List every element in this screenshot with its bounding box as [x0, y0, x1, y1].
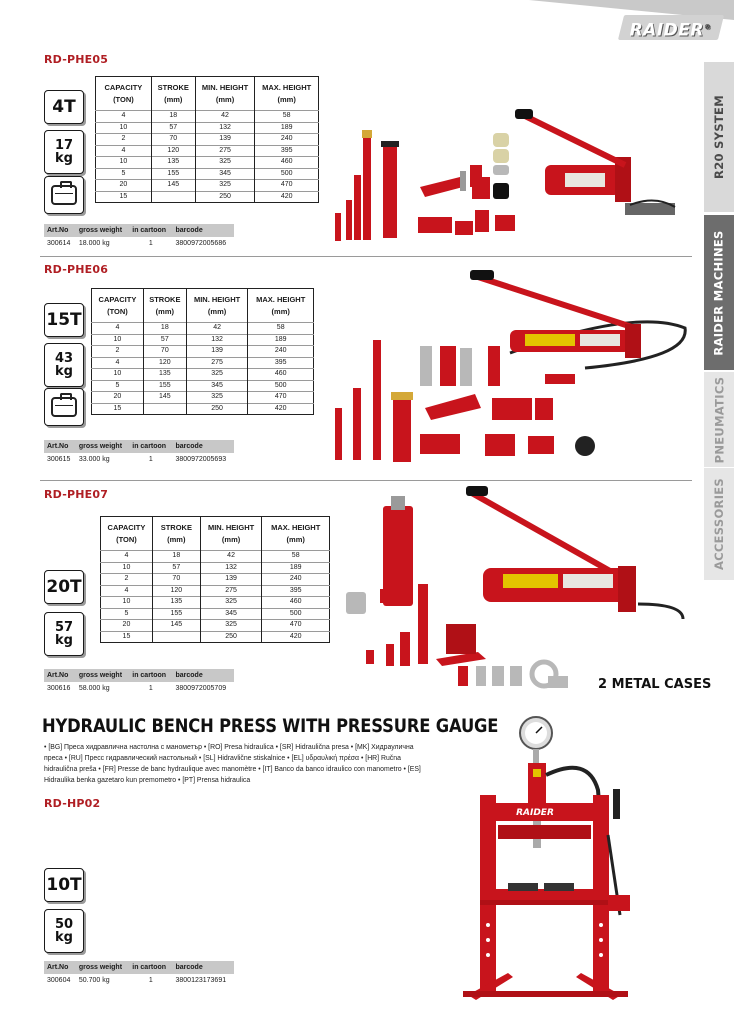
article-table: [44, 669, 234, 694]
spec-cell: [152, 631, 200, 643]
art-no-header: Art.No: [44, 224, 76, 237]
spec-cell: 460: [262, 597, 330, 609]
art-no: 300614: [47, 239, 71, 247]
spec-cell: 420: [248, 403, 314, 415]
spec-row: [101, 631, 330, 643]
in-cartoon-header: in cartoon: [129, 440, 172, 453]
article-row: [44, 974, 234, 986]
capacity-badge: 4T: [44, 90, 84, 124]
in-cartoon: 1: [148, 455, 153, 463]
spec-cell: 460: [248, 369, 314, 381]
spec-cell: 189: [262, 562, 330, 574]
gross-weight: 33.000 kg: [78, 455, 110, 463]
art-no-header: Art.No: [44, 669, 76, 682]
spec-row: [92, 392, 314, 404]
article-row: [44, 237, 234, 249]
col-min-height: MIN. HEIGHT (mm): [195, 77, 255, 111]
spec-table: [91, 288, 314, 415]
spec-cell: 4: [92, 323, 144, 335]
in-cartoon: 1: [148, 976, 153, 984]
spec-cell: 2: [96, 134, 152, 146]
spec-cell: 500: [262, 608, 330, 620]
spec-cell: 20: [101, 620, 153, 632]
spec-cell: 42: [186, 323, 248, 335]
weight-value: 43: [54, 351, 74, 366]
spec-row: [101, 574, 330, 586]
spec-cell: 70: [143, 346, 186, 358]
spec-row: [101, 585, 330, 597]
press-translations: • [BG] Преса хидравлична настолна с манометър • [RO] Presa hidraulica • [SR] Hidraulična presa • [MK] Хидраулична преса • [RU] Пресс гидравлический настольный • [SL] Hidravlične stiskalnice • [EL] υδραυλική πρέσα • [HR] Ručna hidraulična preša • [FR] Presse de banc hydraulique avec manomètre • [IT] Banco da banco idraulico con manometro • [ES] Hidraulika benka gazetaro kun premometro • [PT] Prensa hidraulica: [44, 744, 421, 784]
spec-row: [96, 145, 319, 157]
spec-row: [96, 157, 319, 169]
sidebar-tab-label: PNEUMATICS: [712, 376, 727, 463]
weight-value: 57: [54, 620, 74, 635]
spec-cell: 135: [143, 369, 186, 381]
spec-cell: 58: [248, 323, 314, 335]
spec-cell: 325: [186, 369, 248, 381]
art-no-header: Art.No: [44, 961, 76, 974]
spec-row: [96, 191, 319, 203]
spec-cell: 275: [195, 145, 255, 157]
spec-row: [96, 180, 319, 192]
spec-table: [95, 76, 319, 203]
spec-cell: 15: [96, 191, 152, 203]
spec-cell: 120: [143, 357, 186, 369]
art-no: 300616: [47, 684, 71, 692]
spec-cell: 20: [92, 392, 144, 404]
spec-cell: 325: [195, 157, 255, 169]
spec-table-header: [92, 289, 314, 323]
weight-badge: [44, 909, 84, 953]
spec-cell: 139: [200, 574, 262, 586]
spec-cell: 240: [248, 346, 314, 358]
col-min-height: MIN. HEIGHT (mm): [200, 517, 262, 551]
spec-cell: 325: [200, 620, 262, 632]
spec-row: [92, 346, 314, 358]
weight-badge: [44, 612, 84, 656]
gross-weight-header: gross weight: [76, 440, 129, 453]
spec-cell: 42: [195, 111, 255, 123]
col-stroke: STROKE (mm): [151, 77, 195, 111]
spec-cell: 155: [143, 380, 186, 392]
barcode-header: barcode: [173, 224, 235, 237]
gross-weight-header: gross weight: [76, 224, 129, 237]
spec-cell: [151, 191, 195, 203]
weight-unit: kg: [55, 633, 73, 648]
spec-cell: 460: [255, 157, 319, 169]
spec-row: [101, 608, 330, 620]
gross-weight-header: gross weight: [76, 961, 129, 974]
spec-row: [101, 620, 330, 632]
spec-cell: 155: [151, 168, 195, 180]
article-table: [44, 440, 234, 465]
spec-row: [92, 323, 314, 335]
spec-cell: 10: [92, 369, 144, 381]
spec-cell: 500: [248, 380, 314, 392]
press-title: HYDRAULIC BENCH PRESS WITH PRESSURE GAUGE: [42, 715, 499, 737]
in-cartoon-header: in cartoon: [129, 961, 172, 974]
spec-row: [96, 168, 319, 180]
art-no: 300604: [47, 976, 71, 984]
article-header-row: [44, 961, 234, 974]
spec-cell: 20: [96, 180, 152, 192]
spec-cell: 10: [101, 562, 153, 574]
weight-unit: kg: [55, 151, 73, 166]
sidebar-tab-label: RAIDER MACHINES: [712, 229, 726, 356]
press-brand-plate: RAIDER: [508, 806, 562, 820]
article-row: [44, 682, 234, 694]
col-capacity: CAPACITY (TON): [98, 294, 137, 316]
sidebar-tab-label: ACCESSORIES: [712, 477, 727, 571]
spec-cell: 2: [92, 346, 144, 358]
spec-cell: 395: [255, 145, 319, 157]
spec-cell: 325: [186, 392, 248, 404]
in-cartoon: 1: [148, 684, 153, 692]
model-title: RD-PHE07: [44, 488, 109, 501]
spec-cell: 132: [186, 334, 248, 346]
spec-cell: 139: [186, 346, 248, 358]
spec-row: [96, 111, 319, 123]
brand-logo: RAIDER®: [618, 15, 724, 40]
spec-cell: 145: [151, 180, 195, 192]
section-divider: [40, 256, 692, 257]
spec-table: [100, 516, 330, 643]
spec-cell: 120: [152, 585, 200, 597]
spec-cell: 4: [92, 357, 144, 369]
weight-unit: kg: [55, 364, 73, 379]
product-kit-image: [325, 105, 695, 250]
spec-table-header: [101, 517, 330, 551]
spec-cell: 240: [262, 574, 330, 586]
barcode: 3800123173691: [175, 976, 227, 984]
carry-case-icon: [51, 185, 77, 205]
sidebar-tab-r20-system[interactable]: [704, 62, 734, 212]
spec-cell: [143, 403, 186, 415]
col-max-height: MAX. HEIGHT (mm): [248, 289, 314, 323]
spec-row: [92, 369, 314, 381]
spec-cell: 57: [151, 122, 195, 134]
spec-cell: 4: [101, 585, 153, 597]
spec-cell: 250: [195, 191, 255, 203]
col-stroke: STROKE (mm): [143, 289, 186, 323]
article-row: [44, 453, 234, 465]
gross-weight-header: gross weight: [76, 669, 129, 682]
spec-cell: 18: [152, 551, 200, 563]
spec-cell: 325: [195, 180, 255, 192]
spec-row: [96, 122, 319, 134]
art-no-header: Art.No: [44, 440, 76, 453]
spec-row: [101, 551, 330, 563]
capacity-badge: 10T: [44, 868, 84, 902]
spec-cell: 240: [255, 134, 319, 146]
article-header-row: [44, 440, 234, 453]
barcode: 3800972005709: [175, 684, 227, 692]
spec-cell: 135: [152, 597, 200, 609]
spec-cell: 155: [152, 608, 200, 620]
article-header-row: [44, 669, 234, 682]
spec-table-body: [101, 551, 330, 643]
col-stroke: STROKE (mm): [152, 517, 200, 551]
carry-case-icon: [51, 397, 77, 417]
spec-cell: 10: [96, 122, 152, 134]
spec-cell: 275: [200, 585, 262, 597]
spec-row: [92, 334, 314, 346]
spec-row: [96, 134, 319, 146]
col-max-height: MAX. HEIGHT (mm): [262, 517, 330, 551]
spec-cell: 145: [143, 392, 186, 404]
spec-cell: 15: [92, 403, 144, 415]
art-no: 300615: [47, 455, 71, 463]
gross-weight: 18.000 kg: [78, 239, 110, 247]
spec-cell: 345: [195, 168, 255, 180]
spec-row: [101, 562, 330, 574]
extra-label: 2 METAL CASES: [598, 677, 712, 692]
spec-table-header: [96, 77, 319, 111]
in-cartoon: 1: [148, 239, 153, 247]
spec-cell: 135: [151, 157, 195, 169]
in-cartoon-header: in cartoon: [129, 669, 172, 682]
capacity-badge: 15T: [44, 303, 84, 337]
spec-cell: 5: [96, 168, 152, 180]
spec-cell: 395: [248, 357, 314, 369]
press-image: [458, 715, 633, 1005]
spec-cell: 58: [262, 551, 330, 563]
sidebar-tab-raider-machines[interactable]: [704, 215, 734, 370]
spec-cell: 70: [152, 574, 200, 586]
spec-cell: 18: [151, 111, 195, 123]
spec-cell: 18: [143, 323, 186, 335]
model-title: RD-PHE05: [44, 53, 109, 66]
spec-cell: 250: [186, 403, 248, 415]
spec-cell: 132: [195, 122, 255, 134]
weight-unit: kg: [55, 930, 73, 945]
spec-cell: 70: [151, 134, 195, 146]
article-table: [44, 961, 234, 986]
article-table: [44, 224, 234, 249]
col-capacity: CAPACITY (TON): [104, 82, 143, 104]
spec-cell: 395: [262, 585, 330, 597]
spec-cell: 420: [255, 191, 319, 203]
spec-cell: 189: [255, 122, 319, 134]
spec-cell: 145: [152, 620, 200, 632]
spec-row: [92, 403, 314, 415]
spec-cell: 4: [101, 551, 153, 563]
carry-case-badge: [44, 176, 84, 214]
model-title: RD-HP02: [44, 797, 101, 810]
spec-table-body: [92, 323, 314, 415]
capacity-badge: 20T: [44, 570, 84, 604]
spec-cell: 4: [96, 145, 152, 157]
spec-cell: 470: [248, 392, 314, 404]
spec-cell: 500: [255, 168, 319, 180]
spec-cell: 470: [262, 620, 330, 632]
spec-cell: 189: [248, 334, 314, 346]
spec-cell: 420: [262, 631, 330, 643]
spec-cell: 5: [92, 380, 144, 392]
spec-cell: 139: [195, 134, 255, 146]
weight-badge: [44, 130, 84, 174]
spec-cell: 120: [151, 145, 195, 157]
carry-case-badge: [44, 388, 84, 426]
spec-cell: 10: [92, 334, 144, 346]
weight-value: 17: [54, 138, 74, 153]
article-header-row: [44, 224, 234, 237]
gross-weight: 58.000 kg: [78, 684, 110, 692]
spec-cell: 42: [200, 551, 262, 563]
barcode-header: barcode: [173, 440, 235, 453]
spec-cell: 15: [101, 631, 153, 643]
spec-row: [92, 380, 314, 392]
barcode-header: barcode: [173, 961, 235, 974]
weight-badge: [44, 343, 84, 387]
model-title: RD-PHE06: [44, 263, 109, 276]
sidebar-tab-label: R20 SYSTEM: [712, 95, 726, 179]
spec-cell: 470: [255, 180, 319, 192]
spec-cell: 325: [200, 597, 262, 609]
barcode: 3800972005693: [175, 455, 227, 463]
spec-cell: 345: [186, 380, 248, 392]
section-divider: [40, 480, 692, 481]
spec-cell: 132: [200, 562, 262, 574]
spec-cell: 57: [152, 562, 200, 574]
col-max-height: MAX. HEIGHT (mm): [255, 77, 319, 111]
spec-table-body: [96, 111, 319, 203]
spec-cell: 5: [101, 608, 153, 620]
spec-row: [92, 357, 314, 369]
spec-cell: 275: [186, 357, 248, 369]
spec-cell: 345: [200, 608, 262, 620]
product-kit-image: [335, 268, 695, 473]
in-cartoon-header: in cartoon: [129, 224, 172, 237]
spec-cell: 250: [200, 631, 262, 643]
spec-cell: 2: [101, 574, 153, 586]
spec-cell: 10: [96, 157, 152, 169]
sidebar-tab-pneumatics[interactable]: [704, 372, 734, 467]
barcode: 3800972005686: [175, 239, 227, 247]
barcode-header: barcode: [173, 669, 235, 682]
gross-weight: 50.700 kg: [78, 976, 110, 984]
spec-cell: 57: [143, 334, 186, 346]
spec-row: [101, 597, 330, 609]
spec-cell: 58: [255, 111, 319, 123]
col-capacity: CAPACITY (TON): [107, 522, 146, 544]
weight-value: 50: [54, 917, 74, 932]
spec-cell: 10: [101, 597, 153, 609]
sidebar-tab-accessories[interactable]: [704, 468, 734, 580]
col-min-height: MIN. HEIGHT (mm): [186, 289, 248, 323]
product-kit-image: [338, 484, 688, 694]
spec-cell: 4: [96, 111, 152, 123]
